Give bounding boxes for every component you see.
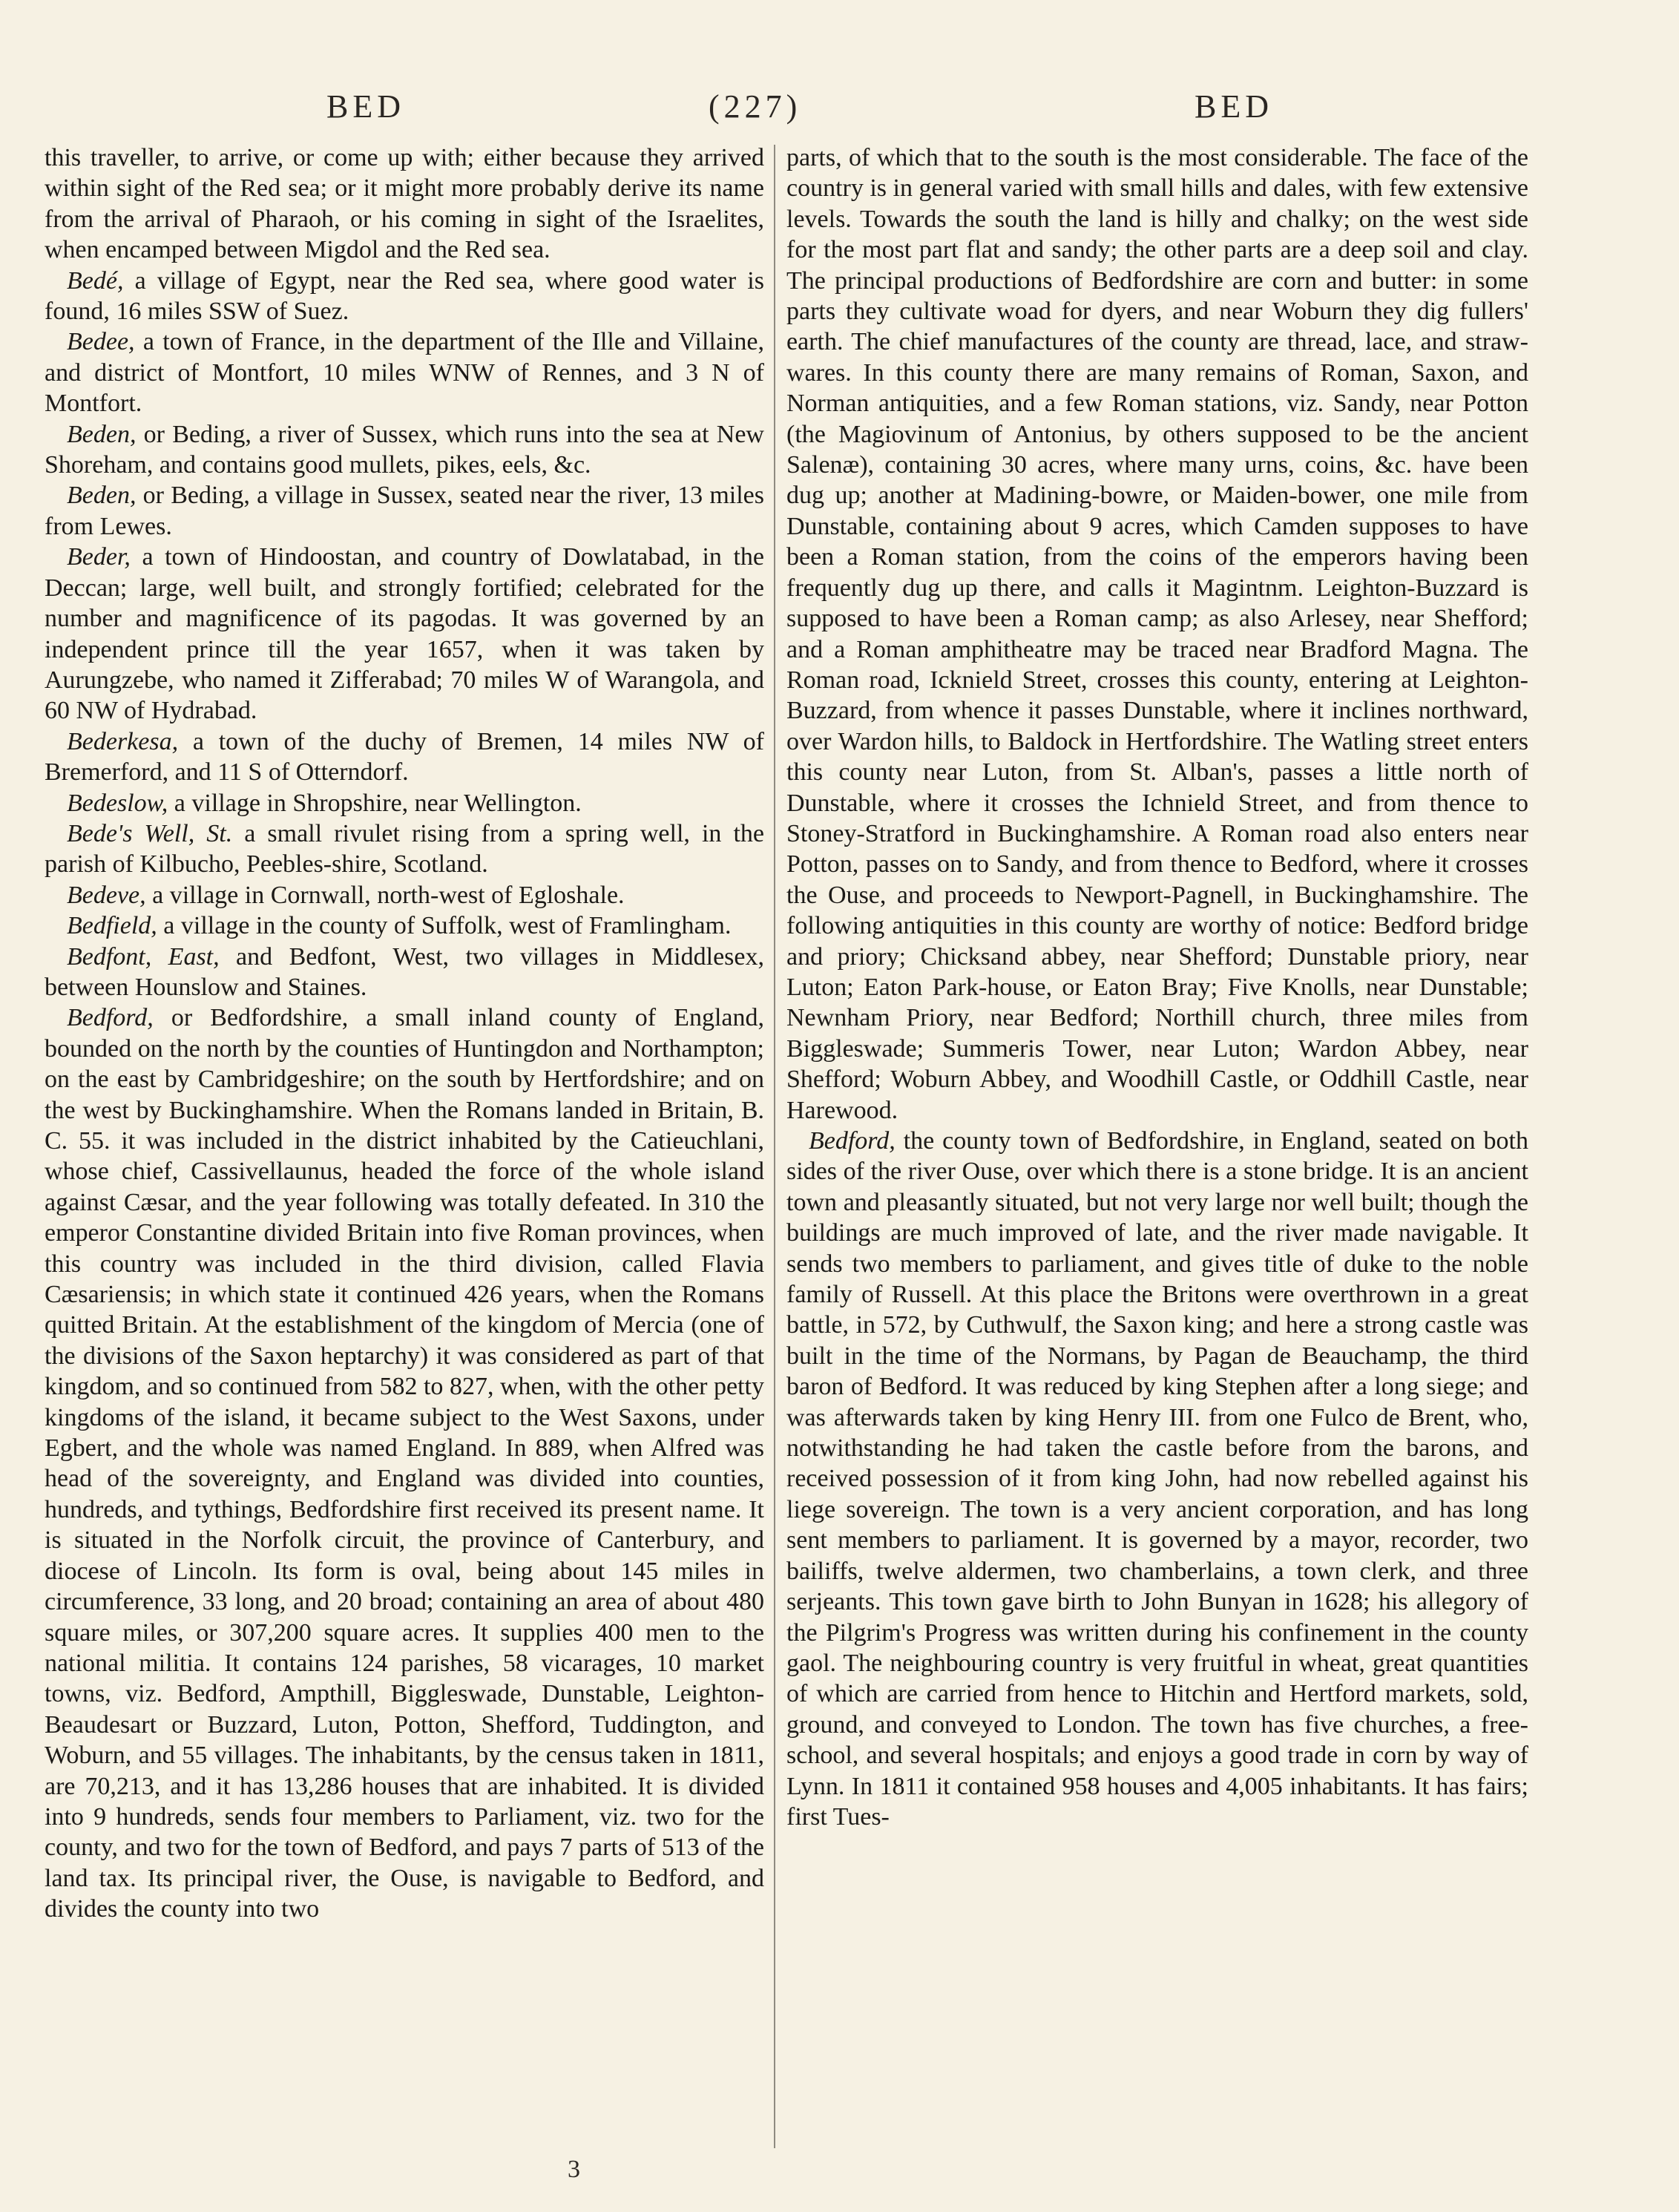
entry-headword: Bedfont, East, (67, 942, 220, 971)
header-right-word: BED (1195, 88, 1273, 125)
entry-paragraph (45, 788, 764, 818)
entry-paragraph (45, 910, 764, 941)
entry-text: the county town of Bedfordshire, in England, seated on both sides of the river Ouse, over which there is a stone bridge. It is an ancient town and pleasantly situated, but not very large nor well built; though the buildings are much improved of late, and the river made navigable. It sends two members to parliament, and gives title of duke to the noble family of Russell. At this place the Britons were overthrown in a great battle, in 572, by Cuthwulf, the Saxon king; and here a strong castle was built in the time of the Normans, by Pagan de Beauchamp, the third baron of Bedford. It was reduced by king Stephen after a long siege; and was afterwards taken by king Henry III. from one Fulco de Brent, who, notwithstanding he had taken the castle before from the barons, and received possession of it from king John, had now rebelled against his liege sovereign. The town is a very ancient corporation, and has long sent members to parliament. It is governed by a mayor, recorder, two bailiffs, twelve aldermen, two chamberlains, a town clerk, and three serjeants. This town gave birth to John Bunyan in 1628; his allegory of the Pilgrim's Progress was written during his confinement in the county gaol. The neighbouring country is very fruitful in wheat, great quantities of which are carried from hence to Hitchin and Hertford markets, sold, ground, and conveyed to London. The town has five churches, a free-school, and several hospitals; and enjoys a good trade in corn by way of Lynn. In 1811 it contained 958 houses and 4,005 inhabitants. It has fairs; first Tues- (786, 1127, 1528, 1831)
entry-text: a town of France, in the department of the Ille and Villaine, and district of Montfort, 10 miles WNW of Rennes, and 3 N of Montfort. (45, 328, 764, 418)
entry-headword: Beden, (67, 482, 137, 510)
entry-paragraph (45, 326, 764, 419)
signature-mark: 3 (568, 2156, 580, 2183)
entry-text: parts, of which that to the south is the most considerable. The face of the country is in general varied with small hills and dales, with few extensive levels. Towards the south the land is hilly and chalky; on the west side for the most part flat and sandy; the other parts are a deep soil and clay. The principal productions of Bedfordshire are corn and butter: in some parts they cultivate woad for dyers, and near Woburn they dig fullers' earth. The chief manufactures of the county are thread, lace, and straw-wares. In this county there are many remains of Roman, Saxon, and Norman antiquities, and a few Roman stations, viz. Sandy, near Potton (the Magiovinum of Antonius, by others supposed to be the ancient Salenæ), containing 30 acres, where many urns, coins, &c. have been dug up; another at Madining-bowre, or Maiden-bower, one mile from Dunstable, containing about 9 acres, which Camden supposes to have been a Roman station, from the coins of the emperors having been frequently dug up there, and calls it Magintnm. Leighton-Buzzard is supposed to have been a Roman camp; as also Arlesey, near Shefford; and a Roman amphitheatre may be traced near Bradford Magna. The Roman road, Icknield Street, crosses this county, entering at Leighton-Buzzard, from whence it passes Dunstable, where it inclines northward, over Wardon hills, to Baldock in Hertfordshire. The Watling street enters this county near Luton, from St. Alban's, passes a little north of Dunstable, where it crosses the Ichnield Street, and from thence to Stoney-Stratford in Buckinghamshire. A Roman road also enters near Potton, passes on to Sandy, and from thence to Bedford, where it crosses the Ouse, and proceeds to Newport-Pagnell, in Buckinghamshire. The following antiquities in this county are worthy of notice: Bedford bridge and priory; Chicksand abbey, near Shefford; Dunstable priory, near Luton; Eaton Park-house, or Eaton Bray; Five Knolls, near Dunstable; Newnham Priory, near Bedford; Northill church, three miles from Biggleswade; Summeris Tower, near Luton; Wardon Abbey, near Shefford; Woburn Abbey, and Woodhill Castle, or Oddhill Castle, near Harewood. (786, 144, 1528, 1124)
entry-paragraph (45, 542, 764, 726)
entry-headword: Bedeve, (67, 881, 146, 909)
entry-headword: Bede's Well, St. (67, 819, 233, 847)
entry-paragraph (45, 726, 764, 788)
entry-paragraph (45, 1002, 764, 1924)
entry-headword: Bedford, (67, 1004, 154, 1032)
entry-headword: Bedford, (809, 1127, 896, 1155)
entry-paragraph (45, 142, 764, 266)
entry-text: or Beding, a river of Sussex, which runs into the sea at New Shoreham, and contains good mullets, pikes, eels, &c. (45, 420, 764, 479)
entry-text: and Bedfont, West, two villages in Middlesex, between Hounslow and Staines. (45, 942, 764, 1001)
entry-headword: Beder, (67, 543, 131, 571)
entry-text: a village in the county of Suffolk, west of Framlingham. (157, 912, 732, 940)
entry-paragraph (786, 1126, 1528, 1832)
entry-headword: Bederkesa, (67, 727, 179, 755)
entry-headword: Beden, (67, 420, 137, 448)
entry-text: a town of Hindoostan, and country of Dowlatabad, in the Deccan; large, well built, and strongly fortified; celebrated for the number and magnificence of its pagodas. It was governed by an independent prince till the year 1657, when it was taken by Aurungzebe, who named it Zifferabad; 70 miles W of Warangola, and 60 NW of Hydrabad. (45, 543, 764, 725)
entry-headword: Bedee, (67, 328, 135, 356)
page-number: (227) (709, 88, 802, 125)
entry-headword: Bedfield, (67, 912, 157, 940)
entry-headword: Bedé, (67, 266, 124, 295)
entry-headword: Bedeslow, (67, 789, 168, 817)
right-column (786, 142, 1528, 1832)
entry-paragraph (45, 880, 764, 910)
entry-text: a small rivulet rising from a spring well, in the parish of Kilbucho, Peebles-shire, Scotland. (45, 819, 764, 879)
entry-paragraph (45, 480, 764, 542)
entry-paragraph (45, 942, 764, 1003)
entry-paragraph (45, 266, 764, 327)
column-divider (774, 145, 775, 2148)
entry-text: or Beding, a village in Sussex, seated near the river, 13 miles from Lewes. (45, 482, 764, 540)
entry-text: a village of Egypt, near the Red sea, where good water is found, 16 miles SSW of Suez. (45, 266, 764, 326)
entry-text: a town of the duchy of Bremen, 14 miles NW of Bremerford, and 11 S of Otterndorf. (45, 727, 764, 787)
running-header (0, 88, 1679, 132)
entry-paragraph (45, 818, 764, 880)
entry-text: this traveller, to arrive, or come up with; either because they arrived within sight of the Red sea; or it might more probably derive its name from the arrival of Pharaoh, or his coming in sight of the Israelites, when encamped between Migdol and the Red sea. (45, 144, 764, 264)
entry-paragraph (45, 419, 764, 481)
entry-text: or Bedfordshire, a small inland county of England, bounded on the north by the counties of Huntingdon and Northampton; on the east by Cambridgeshire; on the south by Hertfordshire; and on the west by Buckinghamshire. When the Romans landed in Britain, B. C. 55. it was included in the district inhabited by the Catieuchlani, whose chief, Cassivellaunus, headed the force of the whole island against Cæsar, and the year following was totally defeated. In 310 the emperor Constantine divided Britain into five Roman provinces, when this country was included in the third division, called Flavia Cæsariensis; in which state it continued 426 years, when the Romans quitted Britain. At the establishment of the kingdom of Mercia (one of the divisions of the Saxon heptarchy) it was considered as part of that kingdom, and so continued from 582 to 827, when, with the other petty kingdoms of the island, it became subject to the West Saxons, under Egbert, and the whole was named England. In 889, when Alfred was head of the sovereignty, and England was divided into counties, hundreds, and tythings, Bedfordshire first received its present name. It is situated in the Norfolk circuit, the province of Canterbury, and diocese of Lincoln. Its form is oval, being about 145 miles in circumference, 33 long, and 20 broad; containing an area of about 480 square miles, or 307,200 square acres. It supplies 400 men to the national militia. It contains 124 parishes, 58 vicarages, 10 market towns, viz. Bedford, Ampthill, Biggleswade, Dunstable, Leighton-Beaudesart or Buzzard, Luton, Potton, Shefford, Tuddington, and Woburn, and 55 villages. The inhabitants, by the census taken in 1811, are 70,213, and it has 13,286 houses that are inhabited. It is divided into 9 hundreds, sends four members to Parliament, viz. two for the county, and two for the town of Bedford, and pays 7 parts of 513 of the land tax. Its principal river, the Ouse, is navigable to Bedford, and divides the county into two (45, 1004, 764, 1923)
entry-paragraph (786, 142, 1528, 1126)
entry-text: a village in Cornwall, north-west of Egloshale. (145, 881, 625, 909)
header-left-word: BED (326, 88, 405, 125)
entry-text: a village in Shropshire, near Wellington. (168, 789, 582, 817)
left-column (45, 142, 764, 1925)
